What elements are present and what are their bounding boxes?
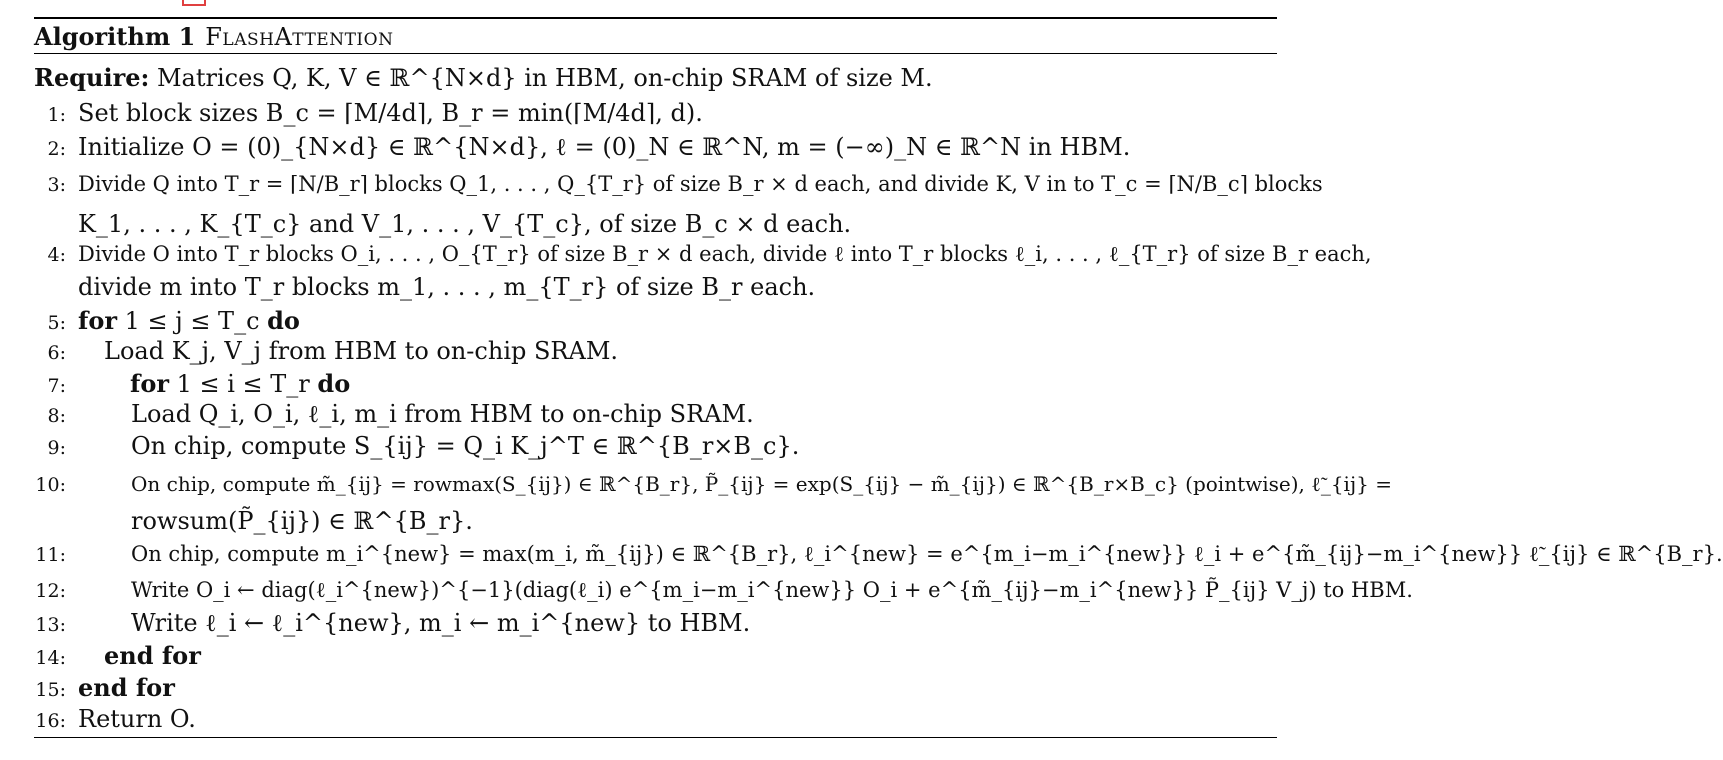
do-keyword: do <box>317 369 351 398</box>
algorithm-name: FlashAttention <box>205 23 394 51</box>
algorithm-label: Algorithm 1 <box>34 22 196 51</box>
line-number: 3: <box>47 174 66 196</box>
line-text: Load Q_i, O_i, ℓ_i, m_i from HBM to on-chip SRAM. <box>131 400 754 428</box>
algorithm-line-1 <box>34 99 703 127</box>
algorithm-line-15 <box>34 673 175 702</box>
end-for-keyword: end for <box>104 641 201 670</box>
line-text: Divide Q into T_r = ⌈N/B_r⌉ blocks Q_1, . . . , Q_{T_r} of size B_r × d each, and divide K, V in to T_c = ⌈N/B_c⌉ blocks <box>78 172 1323 196</box>
require-text: Matrices Q, K, V ∈ ℝ^{N×d} in HBM, on-chip SRAM of size M. <box>149 64 933 92</box>
algorithm-line-8 <box>34 400 754 429</box>
line-number: 1: <box>47 104 66 126</box>
line-text: Divide O into T_r blocks O_i, . . . , O_{T_r} of size B_r × d each, divide ℓ into T_r blocks ℓ_i, . . . , ℓ_{T_r} of size B_r each, <box>78 242 1372 266</box>
require-line <box>34 63 933 92</box>
line-number: 14: <box>35 647 66 669</box>
line-number: 4: <box>47 244 66 266</box>
line-text: 1 ≤ i ≤ T_r <box>168 370 318 398</box>
line-number: 7: <box>47 375 66 397</box>
algorithm-line-9 <box>34 432 799 460</box>
algorithm-line-11 <box>34 542 1723 567</box>
line-text: Write O_i ← diag(ℓ_i^{new})^{−1}(diag(ℓ_i) e^{m_i−m_i^{new}} O_i + e^{m̃_{ij}−m_i^{new}} P̃_{ij} V_j) to HBM. <box>131 578 1413 602</box>
require-keyword: Require: <box>34 63 150 92</box>
line-text: On chip, compute m̃_{ij} = rowmax(S_{ij}) ∈ ℝ^{B_r}, P̃_{ij} = exp(S_{ij} − m̃_{ij}) ∈ ℝ^{B_r×B_c} (pointwise), ℓ̃_{ij} = <box>131 472 1392 496</box>
line-text: Write ℓ_i ← ℓ_i^{new}, m_i ← m_i^{new} to HBM. <box>131 609 751 637</box>
algorithm-line-10 <box>34 472 1392 497</box>
line-text: On chip, compute S_{ij} = Q_i K_j^T ∈ ℝ^{B_r×B_c}. <box>131 432 800 460</box>
algorithm-line-5 <box>34 306 300 335</box>
algorithm-header <box>34 22 393 51</box>
line-text: Load K_j, V_j from HBM to on-chip SRAM. <box>104 337 619 365</box>
end-for-keyword: end for <box>78 673 175 702</box>
algorithm-line-6 <box>34 337 618 365</box>
top-clip-marker <box>182 0 206 6</box>
header-rule <box>34 53 1277 54</box>
algorithm-line-16 <box>34 705 196 733</box>
line-number: 15: <box>35 679 66 701</box>
do-keyword: do <box>267 306 300 335</box>
line-number: 9: <box>47 437 66 459</box>
algorithm-line-4-continuation: divide m into T_r blocks m_1, . . . , m_{T_r} of size B_r each. <box>78 273 816 301</box>
for-keyword: for <box>130 369 169 398</box>
top-rule <box>34 17 1277 19</box>
line-number: 16: <box>35 710 66 732</box>
line-text: Set block sizes B_c = ⌈M/4d⌉, B_r = min(⌈M/4d⌉, d). <box>78 99 703 127</box>
line-text: Initialize O = (0)_{N×d} ∈ ℝ^{N×d}, ℓ = (0)_N ∈ ℝ^N, m = (−∞)_N ∈ ℝ^N in HBM. <box>78 133 1131 161</box>
line-text: On chip, compute m_i^{new} = max(m_i, m̃_{ij}) ∈ ℝ^{B_r}, ℓ_i^{new} = e^{m_i−m_i^{new}} ℓ_i + e^{m̃_{ij}−m_i^{new}} ℓ̃_{ij} ∈ ℝ^{B_r}. <box>131 542 1723 566</box>
bottom-rule <box>34 737 1277 738</box>
algorithm-line-12 <box>34 578 1413 603</box>
algorithm-line-2 <box>34 133 1130 162</box>
algorithm-line-4 <box>34 242 1372 267</box>
line-text: 1 ≤ j ≤ T_c <box>116 307 268 335</box>
algorithm-line-3-continuation: K_1, . . . , K_{T_c} and V_1, . . . , V_{T_c}, of size B_c × d each. <box>78 210 852 238</box>
algorithm-line-7 <box>34 369 350 398</box>
algorithm-line-3 <box>34 172 1323 196</box>
line-number: 2: <box>47 138 66 160</box>
line-number: 5: <box>47 312 66 334</box>
algorithm-line-14 <box>34 641 201 670</box>
algorithm-line-10-continuation: rowsum(P̃_{ij}) ∈ ℝ^{B_r}. <box>131 507 473 535</box>
algorithm-line-13 <box>34 609 750 638</box>
line-number: 13: <box>35 614 66 636</box>
line-number: 10: <box>35 474 66 496</box>
for-keyword: for <box>78 306 117 335</box>
line-number: 11: <box>35 544 66 566</box>
line-number: 8: <box>47 405 66 427</box>
line-number: 12: <box>35 580 66 602</box>
line-text: Return O. <box>78 705 196 733</box>
line-number: 6: <box>47 342 66 364</box>
